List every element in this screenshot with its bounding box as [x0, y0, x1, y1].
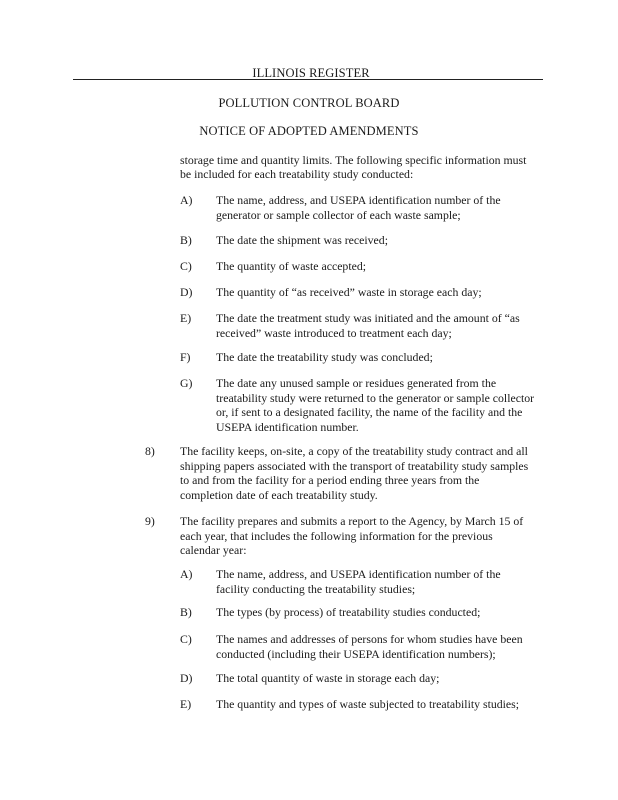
list-item-label: B): [180, 233, 192, 247]
list-item-label: E): [180, 311, 192, 325]
list-item-text: The date any unused sample or residues generated from the treatability study were returned to the generator or sample collector or, if sent to a designated facility, the name of the facility and the USEPA identification number.: [216, 376, 535, 434]
list-item-text: The quantity and types of waste subjected to treatability studies;: [216, 697, 520, 711]
item-paragraph: The facility keeps, on-site, a copy of the treatability study contract and all shipping papers associated with the transport of treatability study samples to and from the facility for a period ending three years from the completion date of each treatability study.: [180, 444, 529, 502]
list-item-label: F): [180, 350, 191, 364]
list-item-label: D): [180, 671, 193, 685]
list-item-label: C): [180, 632, 192, 646]
item-number: 9): [145, 514, 155, 528]
item-paragraph: The facility prepares and submits a report to the Agency, by March 15 of each year, that includes the following information for the previous calendar year:: [180, 514, 524, 558]
list-item-text: The name, address, and USEPA identification number of the facility conducting the treatability studies;: [216, 567, 501, 596]
list-item-label: C): [180, 259, 192, 273]
list-item-label: D): [180, 285, 193, 299]
list-item-text: The quantity of waste accepted;: [216, 259, 367, 273]
list-item-text: The name, address, and USEPA identification number of the generator or sample collector of each waste sample;: [216, 193, 501, 222]
intro-line: storage time and quantity limits. The following specific information must: [180, 153, 527, 167]
list-item-label: G): [180, 376, 193, 390]
item-number: 8): [145, 444, 155, 458]
list-item-text: The date the treatment study was initiated and the amount of “as received” waste introduced to treatment each day;: [216, 311, 520, 340]
board-title: POLLUTION CONTROL BOARD: [218, 96, 400, 110]
list-item-text: The total quantity of waste in storage each day;: [216, 671, 440, 685]
intro-line: be included for each treatability study conducted:: [180, 167, 414, 181]
list-item-label: A): [180, 567, 193, 581]
list-item-text: The date the shipment was received;: [216, 233, 388, 247]
list-item-text: The names and addresses of persons for whom studies have been conducted (including their USEPA identification numbers);: [216, 632, 523, 661]
list-item-label: E): [180, 697, 192, 711]
list-item-text: The types (by process) of treatability studies conducted;: [216, 605, 481, 619]
list-item-text: The quantity of “as received” waste in storage each day;: [216, 285, 482, 299]
list-item-label: A): [180, 193, 193, 207]
list-item-text: The date the treatability study was concluded;: [216, 350, 433, 364]
header-rule: [73, 79, 543, 80]
notice-title: NOTICE OF ADOPTED AMENDMENTS: [199, 124, 419, 138]
register-title: ILLINOIS REGISTER: [252, 66, 370, 80]
list-item-label: B): [180, 605, 192, 619]
